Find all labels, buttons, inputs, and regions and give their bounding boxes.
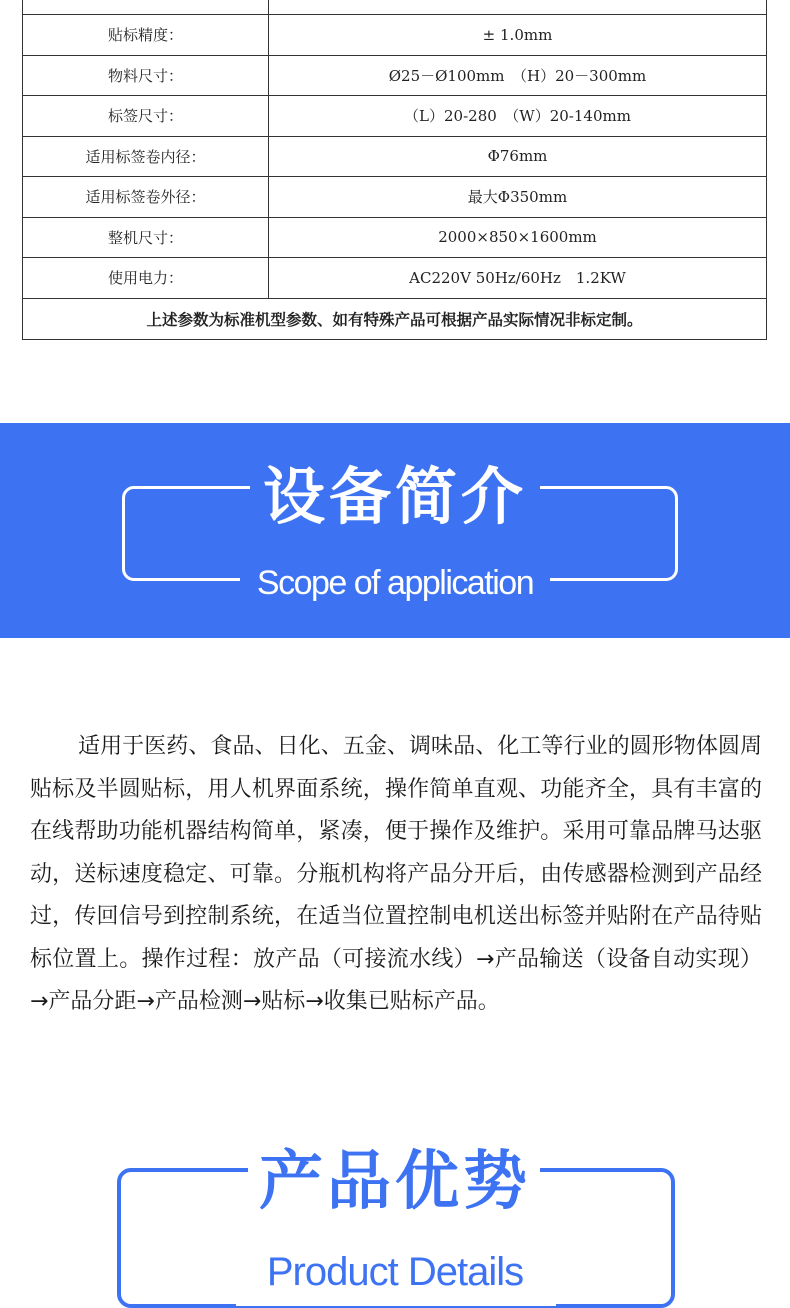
table-row — [23, 0, 767, 15]
banner-subtitle: Scope of application — [256, 564, 534, 602]
spec-label: 适用标签卷外径： — [23, 177, 269, 218]
spec-value: 最大Φ350mm — [269, 177, 767, 218]
table-row — [23, 217, 767, 258]
table-row — [23, 15, 767, 56]
table-row — [23, 177, 767, 218]
spec-label: 标签尺寸： — [23, 96, 269, 137]
description-paragraph: 适用于医药、食品、日化、五金、调味品、化工等行业的圆形物体圆周贴标及半圆贴标，用人机界面系统，操作简单直观、功能齐全，具有丰富的在线帮助功能机器结构简单，紧凑，便于操作及维护。采用可靠品牌马达驱动，送标速度稳定、可靠。分瓶机构将产品分开后，由传感器检测到产品经过，传回信号到控制系统，在适当位置控制电机送出标签并贴附在产品待贴标位置上。操作过程：放产品（可接流水线）→产品输送（设备自动实现）→产品分距→产品检测→贴标→收集已贴标产品。 — [30, 734, 762, 1014]
table-row — [23, 96, 767, 137]
banner-title: 设备简介 — [262, 460, 527, 533]
spec-value: AC220V 50Hz/60Hz 1.2KW — [269, 258, 767, 299]
spec-value: （L）20-280 （W）20-140mm — [269, 96, 767, 137]
spec-label: 贴标精度： — [23, 15, 269, 56]
table-row — [23, 258, 767, 299]
spec-value: Ø25－Ø100mm （H）20－300mm — [269, 55, 767, 96]
advantages-header — [0, 1130, 790, 1294]
spec-table — [22, 0, 767, 340]
advantages-subtitle: Product Details — [266, 1250, 524, 1294]
table-row — [23, 55, 767, 96]
spec-value: Φ76mm — [269, 136, 767, 177]
spec-value: ± 1.0mm — [269, 15, 767, 56]
intro-banner — [0, 423, 790, 638]
spec-label: 适用标签卷内径： — [23, 136, 269, 177]
table-note-row — [23, 298, 767, 339]
advantages-title: 产品优势 — [259, 1145, 531, 1219]
spec-label: 物料尺寸： — [23, 55, 269, 96]
spec-label: 使用电力： — [23, 258, 269, 299]
spec-note: 上述参数为标准机型参数、如有特殊产品可根据产品实际情况非标定制。 — [23, 298, 767, 339]
table-row — [23, 136, 767, 177]
spec-value: 2000×850×1600mm — [269, 217, 767, 258]
spec-label: 整机尺寸： — [23, 217, 269, 258]
